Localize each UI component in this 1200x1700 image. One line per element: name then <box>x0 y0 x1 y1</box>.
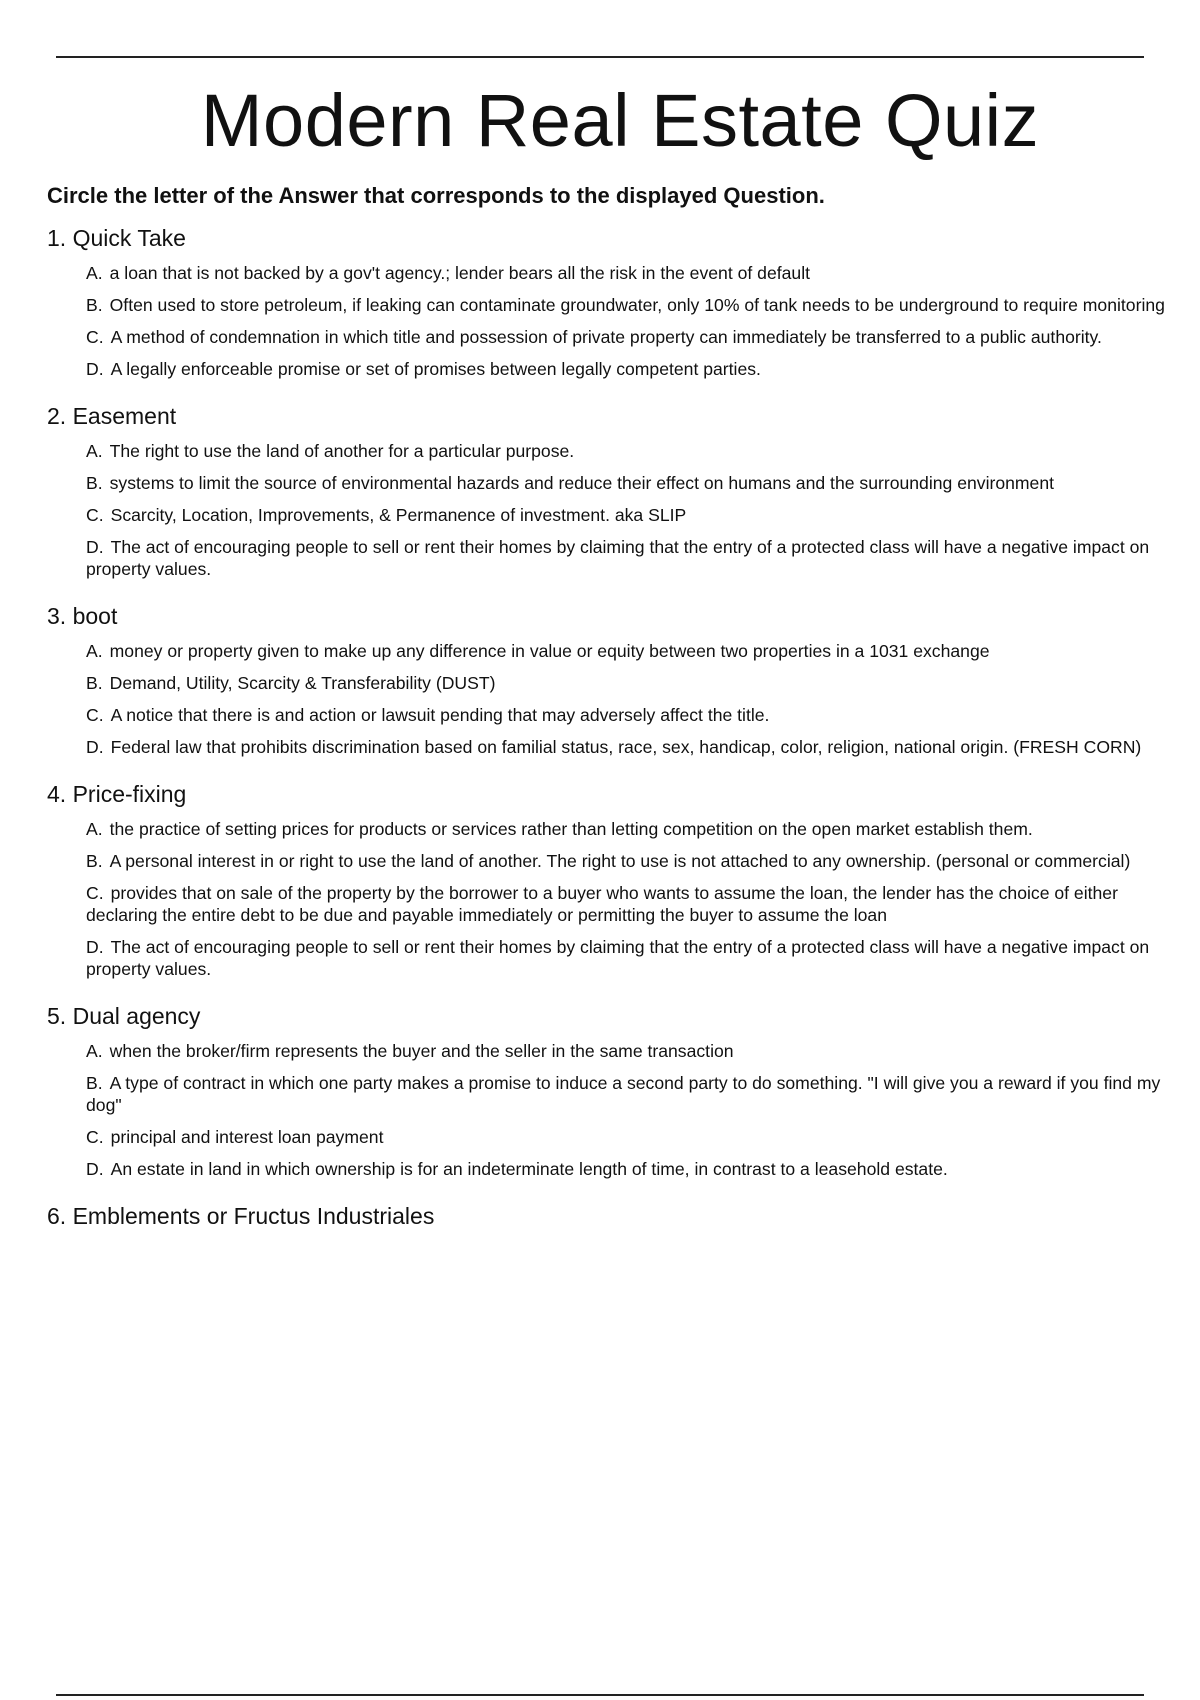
question-1 <box>47 222 1167 380</box>
question-3 <box>47 600 1167 758</box>
answer-text: Federal law that prohibits discrimination based on familial status, race, sex, handicap, color, religion, national origin. (FRESH CORN) <box>110 737 1142 757</box>
answer-text: a loan that is not backed by a gov't agency.; lender bears all the risk in the event of default <box>109 263 810 283</box>
question-term: Quick Take <box>72 225 186 251</box>
answer-option <box>86 358 1167 380</box>
answer-option <box>86 294 1167 316</box>
answer-text: money or property given to make up any difference in value or equity between two properties in a 1031 exchange <box>109 641 990 661</box>
answer-option <box>86 704 1167 726</box>
top-divider <box>56 56 1144 58</box>
question-term: Emblements or Fructus Industriales <box>72 1203 435 1229</box>
answer-letter: A. <box>86 263 103 283</box>
answer-text: Often used to store petroleum, if leaking can contaminate groundwater, only 10% of tank needs to be underground to require monitoring <box>109 295 1165 315</box>
answer-letter: D. <box>86 737 104 757</box>
answer-text: provides that on sale of the property by the borrower to a buyer who wants to assume the loan, the lender has the choice of either declaring the entire debt to be due and payable immediately or permitting the buyer to assume the loan <box>86 883 1118 925</box>
question-2 <box>47 400 1167 580</box>
answer-letter: B. <box>86 673 103 693</box>
question-term: Easement <box>72 403 177 429</box>
question-heading <box>47 778 1167 810</box>
answer-text: Demand, Utility, Scarcity & Transferability (DUST) <box>109 673 496 693</box>
answer-list <box>86 818 1167 980</box>
answer-text: The act of encouraging people to sell or rent their homes by claiming that the entry of a protected class will have a negative impact on property values. <box>86 937 1150 979</box>
instructions-text: Circle the letter of the Answer that corresponds to the displayed Question. <box>47 183 825 208</box>
answer-text: An estate in land in which ownership is for an indeterminate length of time, in contrast to a leasehold estate. <box>110 1159 948 1179</box>
answer-text: A personal interest in or right to use the land of another. The right to use is not attached to any ownership. (personal or commercial) <box>109 851 1131 871</box>
question-heading <box>47 600 1167 632</box>
question-5 <box>47 1000 1167 1180</box>
answer-letter: B. <box>86 1073 103 1093</box>
answer-text: A type of contract in which one party makes a promise to induce a second party to do something. "I will give you a reward if you find my dog" <box>86 1073 1161 1115</box>
answer-option <box>86 262 1167 284</box>
question-term: Dual agency <box>72 1003 201 1029</box>
answer-option <box>86 1040 1167 1062</box>
answer-letter: D. <box>86 537 104 557</box>
answer-option <box>86 818 1167 840</box>
answer-option <box>86 882 1167 926</box>
answer-letter: D. <box>86 937 104 957</box>
question-heading <box>47 1000 1167 1032</box>
answer-letter: A. <box>86 819 103 839</box>
answer-text: A legally enforceable promise or set of promises between legally competent parties. <box>110 359 761 379</box>
answer-option <box>86 1158 1167 1180</box>
answer-text: A method of condemnation in which title and possession of private property can immediately be transferred to a public authority. <box>110 327 1102 347</box>
question-term: boot <box>72 603 118 629</box>
answer-option <box>86 736 1167 758</box>
answer-letter: A. <box>86 641 103 661</box>
question-list <box>47 222 1167 1252</box>
answer-letter: C. <box>86 327 104 347</box>
answer-text: the practice of setting prices for products or services rather than letting competition on the open market establish them. <box>109 819 1033 839</box>
answer-letter: B. <box>86 473 103 493</box>
bottom-divider <box>56 1694 1144 1696</box>
answer-text: A notice that there is and action or lawsuit pending that may adversely affect the title. <box>110 705 770 725</box>
answer-letter: C. <box>86 705 104 725</box>
answer-text: when the broker/firm represents the buyer and the seller in the same transaction <box>109 1041 734 1061</box>
answer-option <box>86 326 1167 348</box>
answer-letter: D. <box>86 1159 104 1179</box>
question-heading <box>47 1200 1167 1232</box>
answer-option <box>86 936 1167 980</box>
answer-list <box>86 1040 1167 1180</box>
answer-list <box>86 262 1167 380</box>
answer-option <box>86 1072 1167 1116</box>
question-4 <box>47 778 1167 980</box>
answer-option <box>86 504 1167 526</box>
question-number: 6. <box>47 1203 67 1229</box>
question-number: 1. <box>47 225 67 251</box>
answer-letter: D. <box>86 359 104 379</box>
page-title: Modern Real Estate Quiz <box>200 79 1040 162</box>
answer-option <box>86 440 1167 462</box>
answer-text: systems to limit the source of environmental hazards and reduce their effect on humans and the surrounding environment <box>109 473 1055 493</box>
answer-option <box>86 640 1167 662</box>
answer-text: The act of encouraging people to sell or rent their homes by claiming that the entry of a protected class will have a negative impact on property values. <box>86 537 1150 579</box>
answer-option <box>86 472 1167 494</box>
answer-option <box>86 536 1167 580</box>
answer-letter: B. <box>86 295 103 315</box>
answer-letter: B. <box>86 851 103 871</box>
answer-text: The right to use the land of another for a particular purpose. <box>109 441 575 461</box>
answer-option <box>86 850 1167 872</box>
answer-letter: C. <box>86 883 104 903</box>
answer-letter: A. <box>86 441 103 461</box>
answer-option <box>86 672 1167 694</box>
answer-text: principal and interest loan payment <box>110 1127 384 1147</box>
question-term: Price-fixing <box>72 781 187 807</box>
question-heading <box>47 400 1167 432</box>
answer-letter: C. <box>86 505 104 525</box>
question-number: 5. <box>47 1003 67 1029</box>
answer-option <box>86 1126 1167 1148</box>
question-6 <box>47 1200 1167 1232</box>
question-heading <box>47 222 1167 254</box>
answer-text: Scarcity, Location, Improvements, & Permanence of investment. aka SLIP <box>110 505 687 525</box>
answer-letter: C. <box>86 1127 104 1147</box>
question-number: 2. <box>47 403 67 429</box>
answer-list <box>86 440 1167 580</box>
answer-letter: A. <box>86 1041 103 1061</box>
question-number: 3. <box>47 603 67 629</box>
answer-list <box>86 640 1167 758</box>
question-number: 4. <box>47 781 67 807</box>
